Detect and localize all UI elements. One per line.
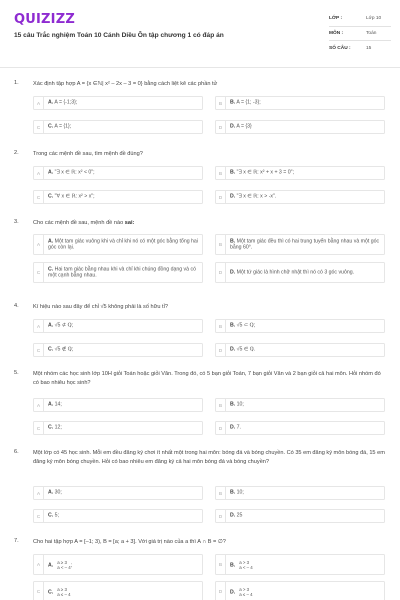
option-d[interactable] [215, 343, 385, 357]
option-key: A. [48, 237, 54, 244]
option-letter: A [34, 487, 44, 499]
option-b[interactable] [215, 166, 385, 180]
option-letter: A [34, 555, 44, 574]
condition-system: a > 3 a < – 4 [239, 559, 253, 570]
option-b[interactable] [215, 486, 385, 500]
emphasis-text: sai [124, 220, 133, 226]
option-text: 10; [236, 489, 244, 496]
option-letter: B [216, 167, 226, 179]
meta-row-subject [329, 27, 391, 42]
question-text: Xác định tập hợp A = {x ∈ℕ| x² – 2x – 3 = 0} bằng cách liệt kê các phần tử [33, 81, 218, 87]
option-letter: C [34, 344, 44, 356]
option-text: 12; [54, 424, 62, 431]
question-number: 2. [14, 150, 19, 156]
option-key: D. [230, 512, 236, 519]
question-text: Cho các mệnh đề sau, mệnh đề nào sai: [33, 220, 135, 226]
question-number: 7. [14, 538, 19, 544]
option-text: 5; [54, 512, 59, 519]
option-b[interactable] [215, 96, 385, 110]
option-text: 10; [236, 401, 244, 408]
meta-value: Lớp 10 [366, 16, 382, 22]
option-d[interactable] [215, 421, 385, 435]
option-letter: D [216, 422, 226, 434]
question-number: 3. [14, 219, 19, 225]
option-a[interactable] [33, 398, 203, 412]
meta-value: 15 [366, 45, 372, 51]
option-key: A. [48, 169, 54, 176]
option-key: C. [48, 512, 54, 519]
option-letter: D [216, 191, 226, 203]
meta-label: LỚP : [329, 16, 343, 22]
option-letter: A [34, 320, 44, 332]
option-letter: C [34, 121, 44, 133]
option-letter: C [34, 582, 44, 600]
option-text: √5 ⊂ ℚ; [236, 322, 256, 329]
option-key: D. [230, 588, 236, 595]
question-text: Cho hai tập hợp A = [–1; 3), B = [a; a + 3]. Với giá trị nào của a thì A ∩ B = ∅? [33, 539, 226, 545]
option-c[interactable] [33, 343, 203, 357]
option-key: C. [48, 346, 54, 353]
meta-row-count [329, 41, 391, 56]
quizizz-logo: QUIZIZZ [14, 12, 75, 27]
option-key: D. [230, 346, 236, 353]
option-text: "∀ x ∈ ℝ: x² > x"; [54, 193, 95, 200]
option-text: √5 ∈ ℚ. [236, 346, 256, 353]
option-key: C. [48, 424, 54, 431]
header-divider [0, 67, 400, 68]
option-b[interactable] [215, 319, 385, 333]
option-letter: B [216, 97, 226, 109]
option-text: Một tứ giác là hình chữ nhật thì nó có 3 góc vuông. [236, 269, 355, 276]
option-b[interactable] [215, 234, 385, 255]
option-text: "∃ x ∈ ℝ: x² < 0"; [54, 169, 95, 176]
question-number: 1. [14, 80, 19, 86]
option-key: A. [48, 99, 54, 106]
option-key: D. [230, 193, 236, 200]
option-letter: A [34, 167, 44, 179]
option-key: B. [230, 99, 236, 106]
meta-label: MÔN : [329, 30, 344, 36]
meta-table [329, 12, 391, 56]
option-text: A = {1; -3}; [236, 99, 261, 106]
option-key: B. [230, 489, 236, 496]
option-letter: A [34, 97, 44, 109]
option-text: Một tam giác vuông khi và chỉ khi nó có một góc bằng tổng hai góc còn lại. [48, 237, 198, 251]
option-text: 30; [54, 489, 62, 496]
condition-system: a > 3 a ≤ – 4 [239, 586, 253, 597]
question-text: Trong các mệnh đề sau, tìm mệnh đề đúng? [33, 151, 143, 157]
option-c[interactable] [33, 581, 203, 600]
option-key: A. [48, 322, 54, 329]
option-c[interactable] [33, 262, 203, 283]
option-key: D. [230, 424, 236, 431]
meta-label: SỐ CÂU : [329, 45, 351, 51]
option-a[interactable] [33, 319, 203, 333]
option-d[interactable] [215, 509, 385, 523]
meta-value: Toán [366, 30, 377, 36]
option-text: √5 ⊄ ℚ; [54, 322, 74, 329]
option-b[interactable] [215, 554, 385, 575]
option-key: C. [48, 123, 54, 130]
option-c[interactable] [33, 120, 203, 134]
option-letter: A [34, 235, 44, 254]
option-key: A. [48, 401, 54, 408]
option-c[interactable] [33, 190, 203, 204]
option-key: A. [48, 561, 54, 568]
question-text: Một lớp có 45 học sinh. Mỗi em đều đăng ký chơi ít nhất một trong hai môn: bóng đá và bóng chuyền. Có 35 em đăng ký môn bóng đá, 15 em đăng ký môn bóng chuyền. Hỏi có bao nhiêu em đăng ký cả hai môn bóng đá và bóng chuyền? [33, 450, 385, 465]
option-a[interactable]: A A. a ≥ 3 a < – 4 ; [33, 554, 203, 575]
option-key: C. [48, 265, 54, 272]
option-text: Hai tam giác bằng nhau khi và chỉ khi chúng đồng dạng và có một cạnh bằng nhau. [48, 265, 196, 279]
page-header [0, 0, 400, 68]
option-letter: B [216, 235, 226, 254]
question-number: 4. [14, 303, 19, 309]
option-letter: D [216, 263, 226, 282]
document-title: 15 câu Trắc nghiệm Toán 10 Cánh Diều Ôn tập chương 1 có đáp án [14, 32, 224, 39]
option-letter: D [216, 121, 226, 133]
option-key: B. [230, 561, 236, 568]
option-key: B. [230, 169, 236, 176]
option-letter: C [34, 510, 44, 522]
option-d[interactable] [215, 581, 385, 600]
option-d[interactable] [215, 120, 385, 134]
option-letter: C [34, 263, 44, 282]
option-key: C. [48, 193, 54, 200]
option-text: √5 ∉ ℚ; [54, 346, 74, 353]
option-letter: D [216, 344, 226, 356]
condition-system: a ≥ 3 a ≤ – 4 [57, 586, 71, 597]
option-text: A = {3} [236, 123, 252, 130]
option-key: B. [230, 322, 236, 329]
question-text: Một nhóm các học sinh lớp 10H giỏi Toán hoặc giỏi Văn. Trong đó, có 5 bạn giỏi Toán, 7 bạn giỏi Văn và 2 bạn giỏi cả hai môn. Hỏi nhóm đó có bao nhiêu học sinh? [33, 371, 381, 386]
meta-row-class [329, 12, 391, 27]
option-c[interactable] [33, 509, 203, 523]
option-key: D. [230, 123, 236, 130]
option-text: A = {1}; [54, 123, 72, 130]
option-key: C. [48, 588, 54, 595]
option-b[interactable] [215, 398, 385, 412]
option-text: 14; [54, 401, 62, 408]
option-letter: B [216, 555, 226, 574]
option-key: D. [230, 269, 236, 276]
option-text: A = {-1;3}; [54, 99, 78, 106]
condition-system: a ≥ 3 a < – 4 [57, 559, 71, 570]
question-number: 5. [14, 370, 19, 376]
option-text: 7. [236, 424, 241, 431]
option-letter: B [216, 487, 226, 499]
option-a[interactable] [33, 234, 203, 255]
option-text: 25 [236, 512, 243, 519]
option-a[interactable] [33, 166, 203, 180]
option-d[interactable] [215, 262, 385, 283]
option-letter: C [34, 422, 44, 434]
option-text: "∃ x ∈ ℝ: x > -x". [236, 193, 277, 200]
option-key: B. [230, 237, 236, 244]
option-d[interactable] [215, 190, 385, 204]
option-text: "∃ x ∈ ℝ: x² + x + 3 = 0"; [236, 169, 294, 176]
option-letter: D [216, 582, 226, 600]
option-letter: A [34, 399, 44, 411]
option-key: A. [48, 489, 54, 496]
option-c[interactable] [33, 421, 203, 435]
option-text: Một tam giác đều thì có hai trung tuyến bằng nhau và một góc bằng 60°. [230, 237, 380, 251]
option-letter: B [216, 399, 226, 411]
option-a[interactable] [33, 96, 203, 110]
option-letter: B [216, 320, 226, 332]
option-letter: D [216, 510, 226, 522]
option-key: B. [230, 401, 236, 408]
question-text: Kí hiệu nào sau đây để chỉ √5 không phải là số hữu tỉ? [33, 304, 168, 310]
option-letter: C [34, 191, 44, 203]
question-number: 6. [14, 449, 19, 455]
option-a[interactable] [33, 486, 203, 500]
